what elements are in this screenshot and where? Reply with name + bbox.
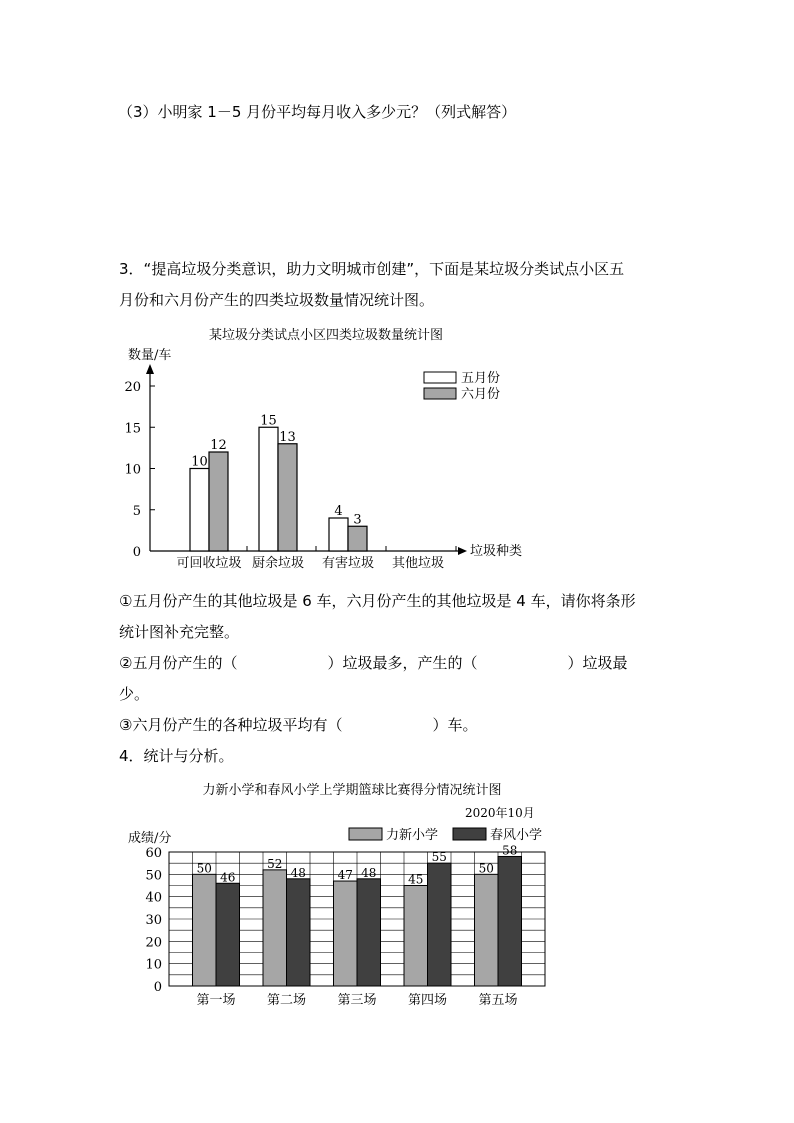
question-3-sub-3: ③六月份产生的各种垃圾平均有（ ）车。 bbox=[119, 716, 478, 734]
chart-1-x-tick-label: 可回收垃圾 bbox=[176, 556, 242, 571]
chart-1-title: 某垃圾分类试点小区四类垃圾数量统计图 bbox=[208, 328, 444, 343]
chart-1-y-axis-label: 数量/车 bbox=[128, 348, 172, 363]
chart-2-subtitle: 2020年10月 bbox=[465, 806, 535, 820]
chart-2-data-label: 45 bbox=[408, 872, 424, 887]
chart-2-y-tick-label: 30 bbox=[145, 913, 162, 928]
chart-1-data-label: 10 bbox=[191, 454, 208, 470]
chart-1-bar-may bbox=[259, 427, 278, 551]
chart-2-x-tick-label: 第一场 bbox=[196, 993, 236, 1008]
chart-1-x-axis-arrow bbox=[458, 547, 467, 555]
chart-2-x-tick-label: 第三场 bbox=[337, 993, 377, 1008]
chart-2-data-label: 52 bbox=[267, 856, 283, 871]
chart-1-x-tick-label: 其他垃圾 bbox=[391, 556, 445, 571]
chart-2-legend-swatch bbox=[349, 828, 382, 840]
basketball-bar-chart bbox=[0, 770, 794, 1020]
chart-2-bar-lixin bbox=[263, 870, 287, 986]
chart-1-data-label: 13 bbox=[279, 429, 296, 445]
chart-1-y-axis-arrow bbox=[146, 364, 154, 374]
chart-1-bar-june bbox=[348, 526, 367, 551]
chart-1-y-tick-label: 10 bbox=[124, 462, 141, 478]
chart-2-data-label: 48 bbox=[361, 865, 377, 880]
chart-1-legend-label: 五月份 bbox=[461, 371, 501, 386]
chart-1-y-tick-label: 0 bbox=[132, 545, 141, 560]
chart-2-y-tick-label: 50 bbox=[145, 868, 162, 884]
chart-2-bar-chunfeng bbox=[498, 856, 522, 986]
question-2-part-3: （3）小明家 1－5 月份平均每月收入多少元？（列式解答） bbox=[118, 103, 517, 121]
chart-1-x-axis-label: 垃圾种类 bbox=[470, 544, 523, 559]
chart-2-y-tick-label: 20 bbox=[145, 935, 162, 951]
chart-1-bar-june bbox=[209, 452, 228, 551]
chart-2-bar-chunfeng bbox=[428, 863, 452, 986]
chart-2-data-label: 46 bbox=[220, 870, 236, 885]
chart-1-legend-swatch bbox=[424, 372, 456, 383]
chart-2-title: 力新小学和春风小学上学期篮球比赛得分情况统计图 bbox=[202, 783, 502, 798]
chart-2-legend-swatch bbox=[453, 828, 486, 840]
chart-2-y-tick-label: 60 bbox=[145, 846, 162, 861]
chart-2-bar-chunfeng bbox=[216, 883, 240, 986]
question-3-sub-1-line-2: 统计图补充完整。 bbox=[119, 623, 240, 641]
chart-2-y-axis-label: 成绩/分 bbox=[128, 831, 172, 846]
chart-2-data-label: 58 bbox=[502, 843, 518, 858]
chart-2-bar-lixin bbox=[193, 874, 217, 986]
chart-1-data-label: 3 bbox=[353, 512, 362, 528]
chart-2-bar-lixin bbox=[475, 874, 499, 986]
chart-1-x-tick-label: 厨余垃圾 bbox=[251, 556, 305, 571]
chart-2-data-label: 50 bbox=[196, 861, 212, 876]
chart-1-x-tick-label: 有害垃圾 bbox=[321, 556, 375, 571]
chart-2-data-label: 55 bbox=[431, 850, 447, 865]
chart-2-bar-chunfeng bbox=[357, 879, 381, 986]
question-3-sub-2-line-1: ②五月份产生的（ ）垃圾最多，产生的（ ）垃圾最 bbox=[119, 654, 628, 672]
chart-2-data-label: 48 bbox=[290, 865, 306, 880]
chart-1-legend-label: 六月份 bbox=[461, 387, 501, 402]
chart-2-legend-label: 春风小学 bbox=[490, 828, 543, 843]
chart-2-bar-lixin bbox=[404, 886, 428, 987]
question-3-line-1: 3．“提高垃圾分类意识，助力文明城市创建”，下面是某垃圾分类试点小区五 bbox=[119, 260, 625, 278]
chart-2-y-tick-label: 0 bbox=[153, 980, 162, 995]
chart-1-bar-may bbox=[190, 469, 209, 552]
chart-1-data-label: 15 bbox=[260, 413, 277, 429]
question-4-title: 4．统计与分析。 bbox=[119, 747, 234, 765]
chart-2-bar-chunfeng bbox=[287, 879, 311, 986]
chart-1-data-label: 4 bbox=[334, 504, 343, 519]
chart-2-x-tick-label: 第四场 bbox=[407, 993, 448, 1008]
chart-2-legend-label: 力新小学 bbox=[386, 828, 439, 843]
chart-1-y-tick-label: 20 bbox=[124, 380, 141, 395]
chart-1-legend-swatch bbox=[424, 388, 456, 399]
chart-2-y-tick-label: 40 bbox=[145, 890, 162, 906]
question-3-sub-2-line-2: 少。 bbox=[119, 685, 150, 703]
chart-1-y-tick-label: 5 bbox=[132, 503, 141, 519]
chart-2-x-tick-label: 第五场 bbox=[478, 993, 518, 1008]
chart-1-bar-may bbox=[329, 518, 348, 551]
chart-1-bar-june bbox=[278, 444, 297, 551]
chart-1-y-tick-label: 15 bbox=[124, 421, 141, 437]
chart-2-y-tick-label: 10 bbox=[145, 957, 162, 973]
chart-1-data-label: 12 bbox=[210, 438, 227, 453]
question-3-sub-1-line-1: ①五月份产生的其他垃圾是 6 车，六月份产生的其他垃圾是 4 车，请你将条形 bbox=[119, 592, 636, 610]
chart-2-data-label: 50 bbox=[478, 861, 494, 876]
chart-2-data-label: 47 bbox=[337, 868, 353, 883]
chart-2-bar-lixin bbox=[334, 881, 358, 986]
chart-2-x-tick-label: 第二场 bbox=[266, 993, 307, 1008]
question-3-line-2: 月份和六月份产生的四类垃圾数量情况统计图。 bbox=[119, 291, 435, 309]
